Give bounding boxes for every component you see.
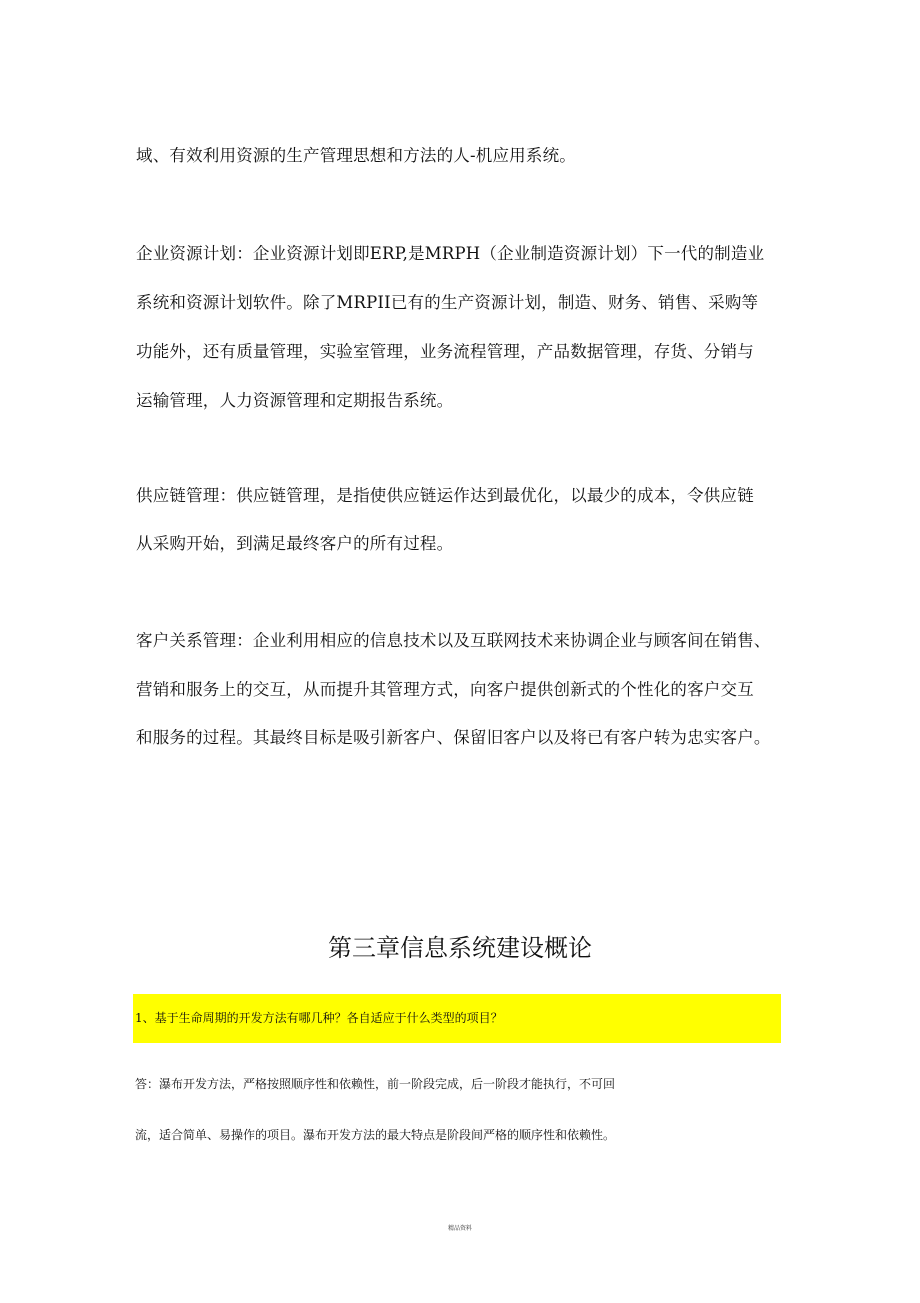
answer-line: 答：瀑布开发方法，严格按照顺序性和依赖性，前一阶段完成，后一阶段才能执行，不可回 xyxy=(135,1077,616,1091)
paragraph-line: 功能外，还有质量管理，实验室管理，业务流程管理，产品数据管理，存货、分销与 xyxy=(136,342,754,361)
paragraph-line: 客户关系管理：企业利用相应的信息技术以及互联网技术来协调企业与顾客间在销售、 xyxy=(136,631,771,650)
paragraph-line: 系统和资源计划软件。除了MRPII已有的生产资源计划，制造、财务、销售、采购等 xyxy=(136,293,759,312)
paragraph-line: 营销和服务上的交互，从而提升其管理方式，向客户提供创新式的个性化的客户交互 xyxy=(136,680,754,699)
question-text: 1、基于生命周期的开发方法有哪几种？各自适应于什么类型的项目？ xyxy=(135,1011,503,1025)
paragraph-line: 供应链管理：供应链管理，是指使供应链运作达到最优化，以最少的成本，令供应链 xyxy=(136,486,754,505)
answer-line: 流，适合简单、易操作的项目。瀑布开发方法的最大特点是阶段间严格的顺序性和依赖性。 xyxy=(135,1128,616,1142)
paragraph-line: 运输管理，人力资源管理和定期报告系统。 xyxy=(136,391,454,410)
paragraph-line: 和服务的过程。其最终目标是吸引新客户、保留旧客户以及将已有客户转为忠实客户。 xyxy=(136,728,771,747)
page-footer: 精品资料 xyxy=(447,1225,472,1232)
paragraph-line: 从采购开始，到满足最终客户的所有过程。 xyxy=(136,534,454,553)
paragraph-line: 域、有效利用资源的生产管理思想和方法的人-机应用系统。 xyxy=(136,146,576,165)
question-highlight xyxy=(133,994,781,1043)
paragraph-line: 企业资源计划：企业资源计划即ERP,是MRPH（企业制造资源计划）下一代的制造业 xyxy=(136,244,765,263)
chapter-title: 第三章信息系统建设概论 xyxy=(328,934,592,962)
